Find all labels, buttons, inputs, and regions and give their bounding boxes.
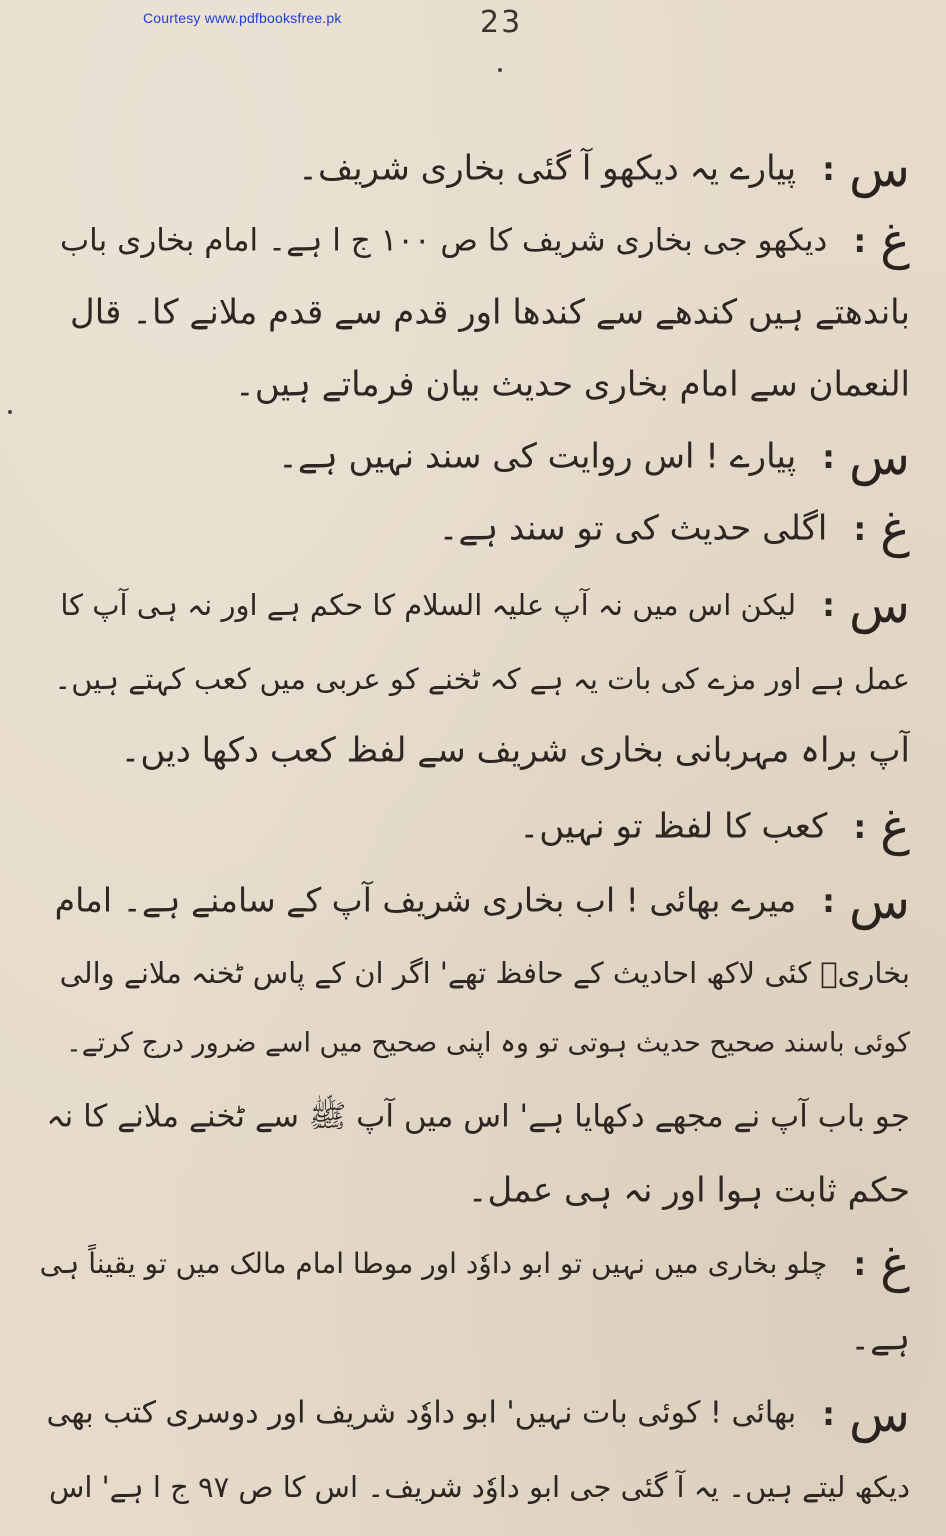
- text-line: [40, 346, 910, 420]
- speaker-marker: س: [848, 427, 910, 486]
- line-text: النعمان سے امام بخاری حدیث بیان فرماتے ہیں۔: [234, 364, 910, 405]
- speaker-marker: س: [848, 576, 910, 634]
- speaker-colon: :: [853, 807, 867, 846]
- text-line: [40, 1300, 910, 1374]
- speaker-colon: :: [853, 509, 867, 548]
- line-text: ہے۔: [850, 1318, 910, 1359]
- line-text: آپ براہ مہربانی بخاری شریف سے لفظ کعب دکھا دیں۔: [120, 730, 910, 771]
- line-text: دیکھ لیتے ہیں۔ یہ آ گئی جی ابو داوٗد شریف۔ اس کا ص ۹۷ ج ا ہے' اس: [48, 1470, 910, 1504]
- text-line: [40, 418, 910, 492]
- line-text: جو باب آپ نے مجھے دکھایا ہے' اس میں آپ ﷺ سے ٹخنے ملانے کا نہ: [46, 1098, 910, 1135]
- text-line: [40, 566, 910, 640]
- text-line: [40, 862, 910, 936]
- speaker-colon: :: [822, 881, 835, 920]
- text-line: [40, 1152, 910, 1226]
- speck: [498, 68, 502, 72]
- speaker-marker: س: [848, 871, 910, 930]
- line-text: پیارے ! اس روایت کی سند نہیں ہے۔: [277, 436, 797, 477]
- line-text: دیکھو جی بخاری شریف کا ص ۱۰۰ ج ا ہے۔ امام بخاری باب: [59, 222, 828, 259]
- text-line: [40, 788, 910, 862]
- line-text: بخاریؒ کئی لاکھ احادیث کے حافظ تھے' اگر ان کے پاس ٹخنہ ملانے والی: [59, 956, 910, 990]
- line-text: کعب کا لفظ تو نہیں۔: [519, 806, 828, 847]
- speaker-colon: :: [822, 437, 835, 476]
- text-line: [40, 1376, 910, 1450]
- text-line: [40, 130, 910, 204]
- speaker-colon: :: [853, 1245, 867, 1283]
- speaker-colon: :: [853, 221, 867, 260]
- text-line: [40, 1226, 910, 1300]
- text-line: [40, 202, 910, 276]
- line-text: عمل ہے اور مزے کی بات یہ ہے کہ ٹخنے کو عربی میں کعب کہتے ہیں۔: [54, 662, 910, 696]
- line-text: حکم ثابت ہوا اور نہ ہی عمل۔: [467, 1170, 910, 1211]
- text-line: [40, 490, 910, 564]
- speaker-marker: غ: [880, 211, 910, 270]
- text-line: [40, 1078, 910, 1152]
- text-line: [40, 1006, 910, 1080]
- speaker-colon: :: [822, 1394, 835, 1433]
- line-text: پیارے یہ دیکھو آ گئی بخاری شریف۔: [298, 148, 797, 189]
- text-line: [40, 640, 910, 714]
- text-line: [40, 934, 910, 1008]
- speaker-colon: :: [822, 586, 835, 624]
- line-text: بھائی ! کوئی بات نہیں' ابو داوٗد شریف اور دوسری کتب بھی: [46, 1395, 797, 1431]
- line-text: باندھتے ہیں کندھے سے کندھا اور قدم سے قدم ملانے کا۔ قال: [70, 292, 910, 333]
- speaker-colon: :: [822, 149, 835, 188]
- text-line: [40, 712, 910, 786]
- line-text: میرے بھائی ! اب بخاری شریف آپ کے سامنے ہے۔ امام: [54, 880, 797, 920]
- line-text: اگلی حدیث کی تو سند ہے۔: [438, 508, 828, 549]
- line-text: چلو بخاری میں نہیں تو ابو داوٗد اور موطا امام مالک میں تو یقیناً ہی: [40, 1247, 828, 1280]
- speaker-marker: س: [848, 139, 910, 198]
- speck: [8, 410, 12, 414]
- text-line: [40, 1448, 910, 1522]
- line-text: کوئی باسند صحیح حدیث ہوتی تو وہ اپنی صحیح میں اسے ضرور درج کرتے۔: [65, 1027, 910, 1059]
- speaker-marker: س: [848, 1384, 910, 1443]
- page-number: 23: [480, 5, 523, 40]
- speaker-marker: غ: [880, 499, 910, 558]
- speaker-marker: غ: [880, 797, 910, 856]
- speaker-marker: غ: [880, 1235, 910, 1293]
- line-text: لیکن اس میں نہ آپ علیہ السلام کا حکم ہے اور نہ ہی آپ کا: [60, 588, 797, 622]
- text-line: [40, 274, 910, 348]
- courtesy-watermark: Courtesy www.pdfbooksfree.pk: [143, 10, 342, 26]
